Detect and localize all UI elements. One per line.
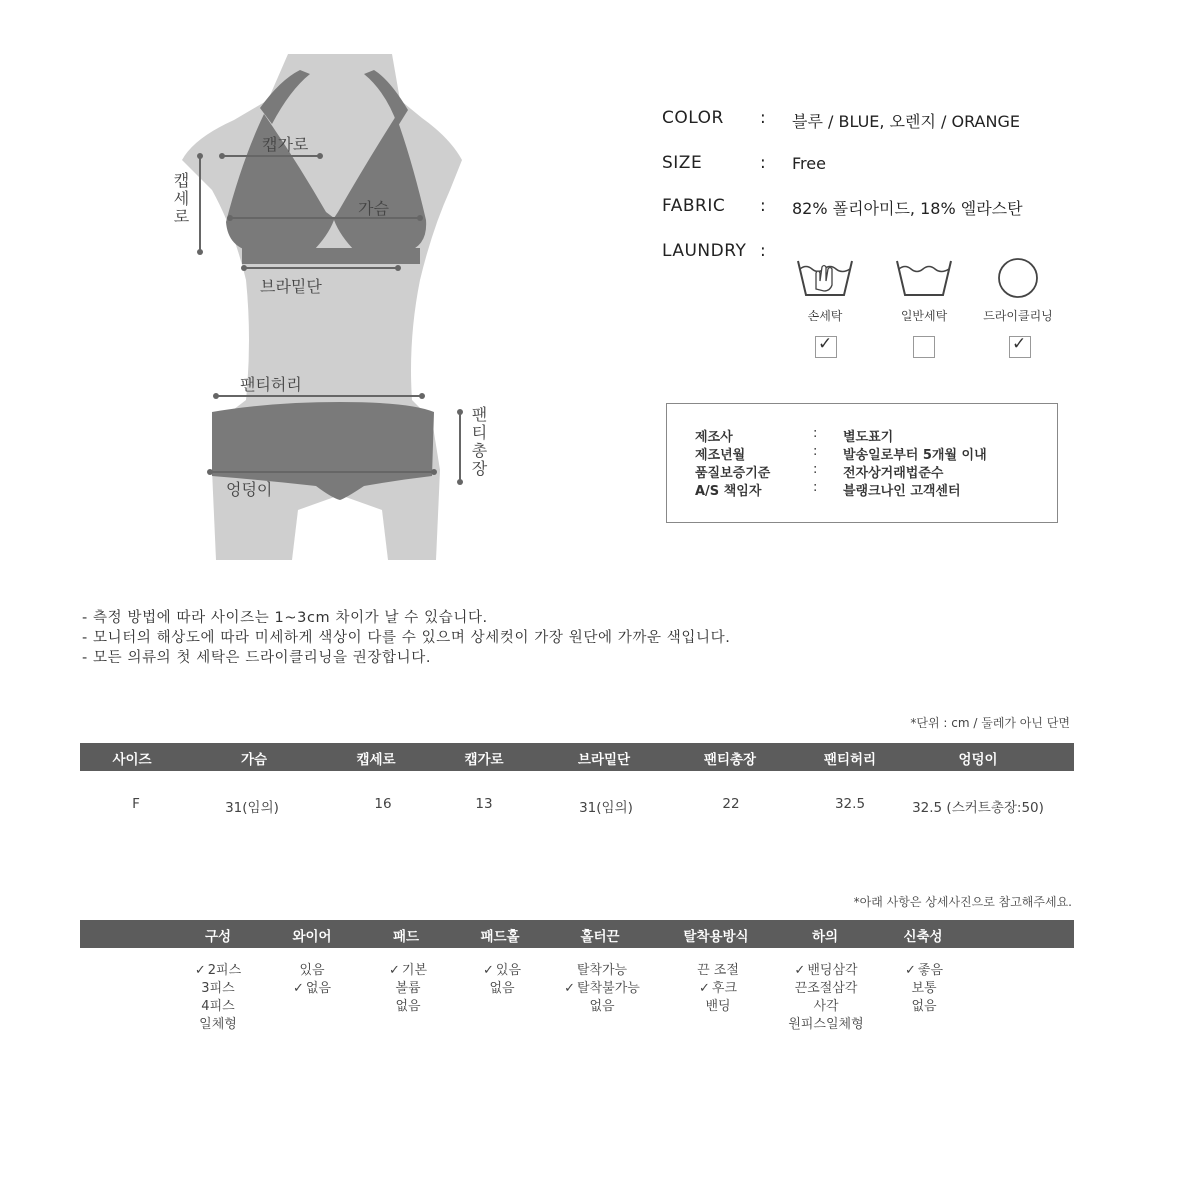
spec-key-size: SIZE — [662, 153, 703, 173]
detail-header-composition: 구성 — [204, 929, 232, 945]
size-table-header — [80, 743, 1074, 771]
info-colon: : — [813, 480, 818, 495]
info-colon: : — [813, 462, 818, 477]
check-mark-icon: ✓ — [1012, 334, 1027, 354]
detail-option-label: 있음 — [299, 963, 325, 978]
detail-header-pad-hole: 패드홀 — [480, 929, 520, 945]
size-header-bust: 가슴 — [240, 752, 268, 768]
dry-clean-icon — [987, 255, 1049, 299]
detail-option-label: 끈 조절 — [697, 963, 739, 978]
detail-header-bottom: 하의 — [811, 929, 839, 945]
spec-colon: : — [760, 108, 766, 128]
detail-option-label: 2피스 — [207, 963, 242, 978]
detail-header-stretch: 신축성 — [903, 929, 943, 945]
manufacturer-info-box — [666, 403, 1058, 523]
check-mark-icon: ✓ — [818, 334, 833, 354]
washing-note: - 모든 의류의 첫 세탁은 드라이클리닝을 권장합니다. — [82, 650, 432, 666]
detail-option-label: 끈조절삼각 — [794, 981, 858, 996]
panty-waist-label: 팬티허리 — [240, 375, 302, 394]
underbust-label: 브라밑단 — [260, 277, 322, 296]
detail-option-label: 없음 — [911, 999, 937, 1014]
info-value-manufacturer: 별도표기 — [843, 430, 894, 445]
detail-option-label: 기본 — [401, 963, 428, 978]
detail-option-label: 없음 — [589, 999, 615, 1014]
detail-option-label: 밴딩삼각 — [807, 963, 858, 978]
detail-option-label: 4피스 — [201, 999, 235, 1014]
info-value-date: 발송일로부터 5개월 이내 — [843, 448, 987, 463]
bust-label: 가슴 — [358, 199, 389, 218]
check-mark-icon: ✓ — [194, 963, 206, 978]
color-note: - 모니터의 해상도에 따라 미세하게 색상이 다를 수 있으며 상세컷이 가장 원단에 가까운 색입니다. — [82, 630, 731, 646]
size-header-cup-height: 캡세로 — [356, 752, 396, 768]
detail-option-label: 원피스일체형 — [788, 1017, 864, 1032]
detail-option — [844, 998, 1004, 1016]
detail-option — [746, 1016, 906, 1034]
size-cell-size: F — [132, 796, 140, 812]
laundry-label-hand-wash: 손세탁 — [807, 309, 843, 323]
laundry-label-machine-wash: 일반세탁 — [900, 309, 948, 323]
size-cell-bust: 31(임의) — [225, 800, 279, 816]
size-cell-panty-waist: 32.5 — [834, 796, 866, 812]
hip-label: 엉덩이 — [226, 480, 273, 499]
detail-note: *아래 사항은 상세사진으로 참고해주세요. — [853, 895, 1072, 909]
detail-header-fastening: 탈착용방식 — [683, 929, 749, 945]
size-header-underbust: 브라밑단 — [577, 752, 631, 768]
info-value-as: 블랭크나인 고객센터 — [843, 484, 961, 499]
detail-option-label: 일체형 — [199, 1017, 237, 1032]
size-header-cup-width: 캡가로 — [464, 752, 504, 768]
info-value-warranty: 전자상거래법준수 — [843, 466, 944, 481]
size-header-hip: 엉덩이 — [958, 752, 998, 768]
panty-length-label: 팬티총장 — [469, 406, 488, 478]
detail-option-label: 없음 — [489, 981, 515, 996]
cup-width-label: 캡가로 — [262, 135, 309, 154]
info-colon: : — [813, 444, 818, 459]
detail-option-label: 후크 — [711, 981, 738, 996]
check-mark-icon: ✓ — [482, 963, 494, 978]
detail-option-label: 보통 — [911, 981, 937, 996]
info-key-date: 제조년월 — [695, 448, 746, 463]
measurement-note: - 측정 방법에 따라 사이즈는 1~3cm 차이가 날 수 있습니다. — [82, 610, 488, 626]
detail-option-label: 있음 — [495, 963, 522, 978]
info-key-as: A/S 책임자 — [695, 484, 762, 499]
detail-option — [844, 980, 1004, 998]
spec-colon: : — [760, 196, 766, 216]
detail-option — [844, 962, 1004, 980]
size-header-panty-length: 팬티총장 — [703, 752, 757, 768]
size-cell-cup-height: 16 — [374, 796, 392, 812]
detail-option-label: 좋음 — [917, 963, 944, 978]
bikini-size-diagram — [150, 40, 530, 580]
spec-value-color: 블루 / BLUE, 오렌지 / ORANGE — [792, 112, 1020, 131]
detail-option-label: 사각 — [813, 999, 839, 1014]
check-mark-icon: ✓ — [698, 981, 710, 996]
detail-option-label: 없음 — [305, 981, 332, 996]
detail-option-label: 볼륨 — [395, 981, 421, 996]
detail-option-label: 탈착가능 — [576, 963, 628, 978]
size-header-size: 사이즈 — [112, 752, 152, 768]
detail-option — [138, 1016, 298, 1034]
detail-option-label: 탈착불가능 — [577, 981, 640, 996]
detail-option-label: 밴딩 — [705, 999, 731, 1014]
spec-key-color: COLOR — [662, 108, 724, 128]
detail-header-wire: 와이어 — [292, 929, 332, 945]
spec-value-size: Free — [792, 154, 826, 173]
spec-value-fabric: 82% 폴리아미드, 18% 엘라스탄 — [792, 199, 1023, 218]
info-key-manufacturer: 제조사 — [695, 430, 733, 445]
detail-option — [138, 998, 298, 1016]
cup-height-label: 캡세로 — [171, 172, 190, 226]
hand-wash-checkbox — [815, 336, 837, 358]
detail-header-halter-strap: 홀터끈 — [580, 929, 620, 945]
size-cell-panty-length: 22 — [722, 796, 740, 812]
unit-note: *단위 : cm / 둘레가 아닌 단면 — [910, 716, 1070, 730]
size-cell-underbust: 31(임의) — [579, 800, 633, 816]
check-mark-icon: ✓ — [564, 981, 576, 996]
laundry-hand-wash — [775, 255, 875, 324]
machine-wash-icon — [893, 255, 955, 299]
mannequin-illustration — [150, 40, 530, 580]
detail-option-label: 3피스 — [201, 981, 235, 996]
detail-option-label: 없음 — [395, 999, 421, 1014]
detail-table-header — [80, 920, 1074, 948]
spec-colon: : — [760, 241, 766, 261]
check-mark-icon: ✓ — [904, 963, 916, 978]
machine-wash-checkbox — [913, 336, 935, 358]
laundry-label-dry-clean: 드라이클리닝 — [983, 309, 1053, 323]
info-key-warranty: 품질보증기준 — [695, 466, 771, 481]
check-mark-icon: ✓ — [388, 963, 400, 978]
laundry-machine-wash — [874, 255, 974, 324]
laundry-dry-clean — [968, 255, 1068, 324]
check-mark-icon: ✓ — [794, 963, 806, 978]
check-mark-icon: ✓ — [292, 981, 304, 996]
size-cell-cup-width: 13 — [475, 796, 493, 812]
detail-option — [328, 998, 488, 1016]
size-header-panty-waist: 팬티허리 — [823, 752, 877, 768]
hand-wash-icon — [794, 255, 856, 299]
spec-key-laundry: LAUNDRY — [662, 241, 747, 261]
size-cell-hip: 32.5 (스커트총장:50) — [912, 800, 1044, 816]
spec-colon: : — [760, 153, 766, 173]
spec-key-fabric: FABRIC — [662, 196, 726, 216]
dry-clean-checkbox — [1009, 336, 1031, 358]
detail-header-pad: 패드 — [392, 929, 420, 945]
info-colon: : — [813, 426, 818, 441]
